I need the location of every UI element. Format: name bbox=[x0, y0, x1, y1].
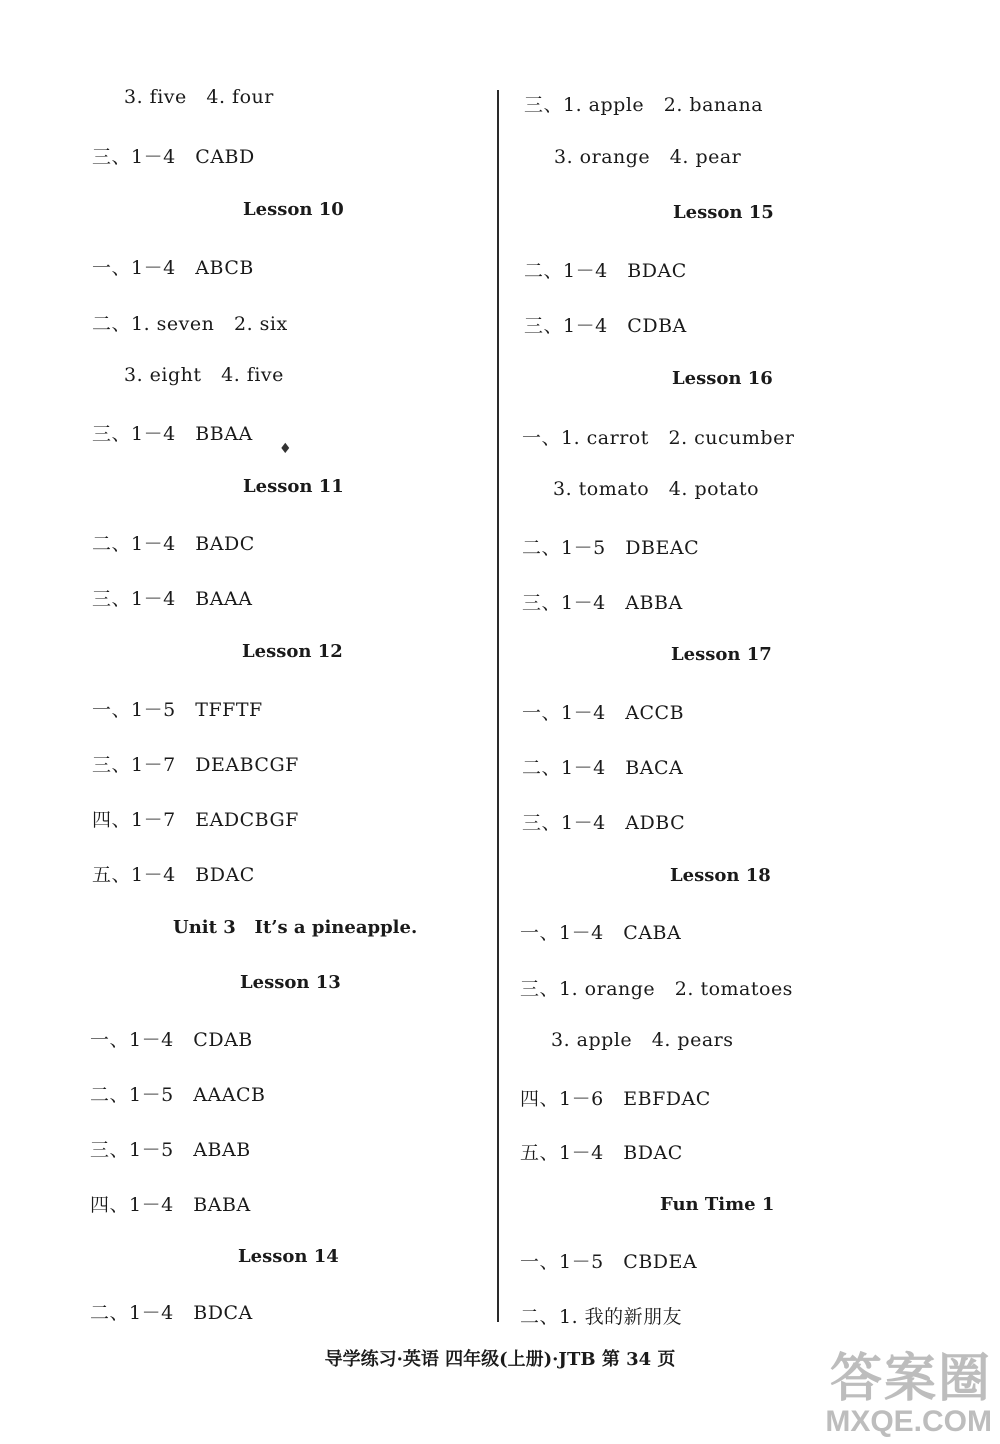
answer-line: 三、1－4 CDBA bbox=[524, 315, 687, 337]
column-divider bbox=[497, 90, 499, 1322]
answer-line: 二、1－5 AAACB bbox=[90, 1084, 266, 1106]
answer-line: 四、1－4 BABA bbox=[90, 1194, 251, 1216]
answer-line: 一、1－4 CDAB bbox=[90, 1029, 253, 1051]
answer-line: 二、1－4 BDCA bbox=[90, 1302, 253, 1324]
answer-line: 三、1－4 ADBC bbox=[522, 812, 686, 834]
answer-line: 一、1－5 CBDEA bbox=[520, 1251, 698, 1273]
watermark-url: MXQE.COM bbox=[825, 1405, 992, 1438]
answer-line: 二、1－4 BDAC bbox=[524, 260, 687, 282]
answer-line: 3. eight 4. five bbox=[124, 364, 284, 386]
answer-line: 3. five 4. four bbox=[124, 86, 274, 108]
lesson-heading: Lesson 14 bbox=[238, 1246, 339, 1267]
lesson-heading: Lesson 18 bbox=[670, 865, 771, 886]
watermark-text: 答案圈 bbox=[829, 1350, 992, 1408]
lesson-heading: Lesson 13 bbox=[240, 972, 341, 993]
answer-line: 三、1－7 DEABCGF bbox=[92, 754, 299, 776]
answer-line: 三、1－4 ABBA bbox=[522, 592, 683, 614]
unit-heading: Unit 3 It’s a pineapple. bbox=[173, 917, 418, 938]
answer-line: 三、1－4 BAAA bbox=[92, 588, 253, 610]
answer-line: 3. tomato 4. potato bbox=[553, 478, 760, 500]
answer-line: 四、1－7 EADCBGF bbox=[92, 809, 299, 831]
ink-speck: ♦ bbox=[279, 441, 292, 457]
lesson-heading: Lesson 16 bbox=[672, 368, 773, 389]
answer-line: 二、1－4 BACA bbox=[522, 757, 684, 779]
answer-line: 三、1－5 ABAB bbox=[90, 1139, 251, 1161]
lesson-heading: Lesson 10 bbox=[243, 199, 344, 220]
answer-line: 3. orange 4. pear bbox=[554, 146, 742, 168]
answer-line: 三、1－4 CABD bbox=[92, 146, 255, 168]
answer-line: 二、1－5 DBEAC bbox=[522, 537, 700, 559]
answer-line: 3. apple 4. pears bbox=[551, 1029, 734, 1051]
answer-line: 五、1－4 BDAC bbox=[520, 1142, 683, 1164]
answer-line: 五、1－4 BDAC bbox=[92, 864, 255, 886]
answer-line: 二、1. seven 2. six bbox=[92, 313, 288, 335]
answer-line: 三、1－4 BBAA bbox=[92, 423, 253, 445]
lesson-heading: Lesson 15 bbox=[673, 202, 774, 223]
answer-line: 一、1－4 ABCB bbox=[92, 257, 254, 279]
answer-line: 一、1－4 CABA bbox=[520, 922, 682, 944]
answer-line: 三、1. apple 2. banana bbox=[524, 94, 764, 116]
answer-line: 二、1. 我的新朋友 bbox=[520, 1306, 683, 1328]
answer-line: 二、1－4 BADC bbox=[92, 533, 255, 555]
lesson-heading: Lesson 12 bbox=[242, 641, 343, 662]
page-footer: 导学练习·英语 四年级(上册)·JTB 第 34 页 bbox=[324, 1349, 676, 1370]
answer-line: 一、1－4 ACCB bbox=[522, 702, 685, 724]
answer-line: 一、1－5 TFFTF bbox=[92, 699, 263, 721]
answer-line: 四、1－6 EBFDAC bbox=[520, 1088, 711, 1110]
lesson-heading: Lesson 11 bbox=[243, 476, 344, 497]
watermark-logo bbox=[825, 1350, 992, 1438]
lesson-heading: Fun Time 1 bbox=[660, 1194, 775, 1215]
lesson-heading: Lesson 17 bbox=[671, 644, 772, 665]
answer-line: 三、1. orange 2. tomatoes bbox=[520, 978, 793, 1000]
answer-line: 一、1. carrot 2. cucumber bbox=[522, 427, 795, 449]
